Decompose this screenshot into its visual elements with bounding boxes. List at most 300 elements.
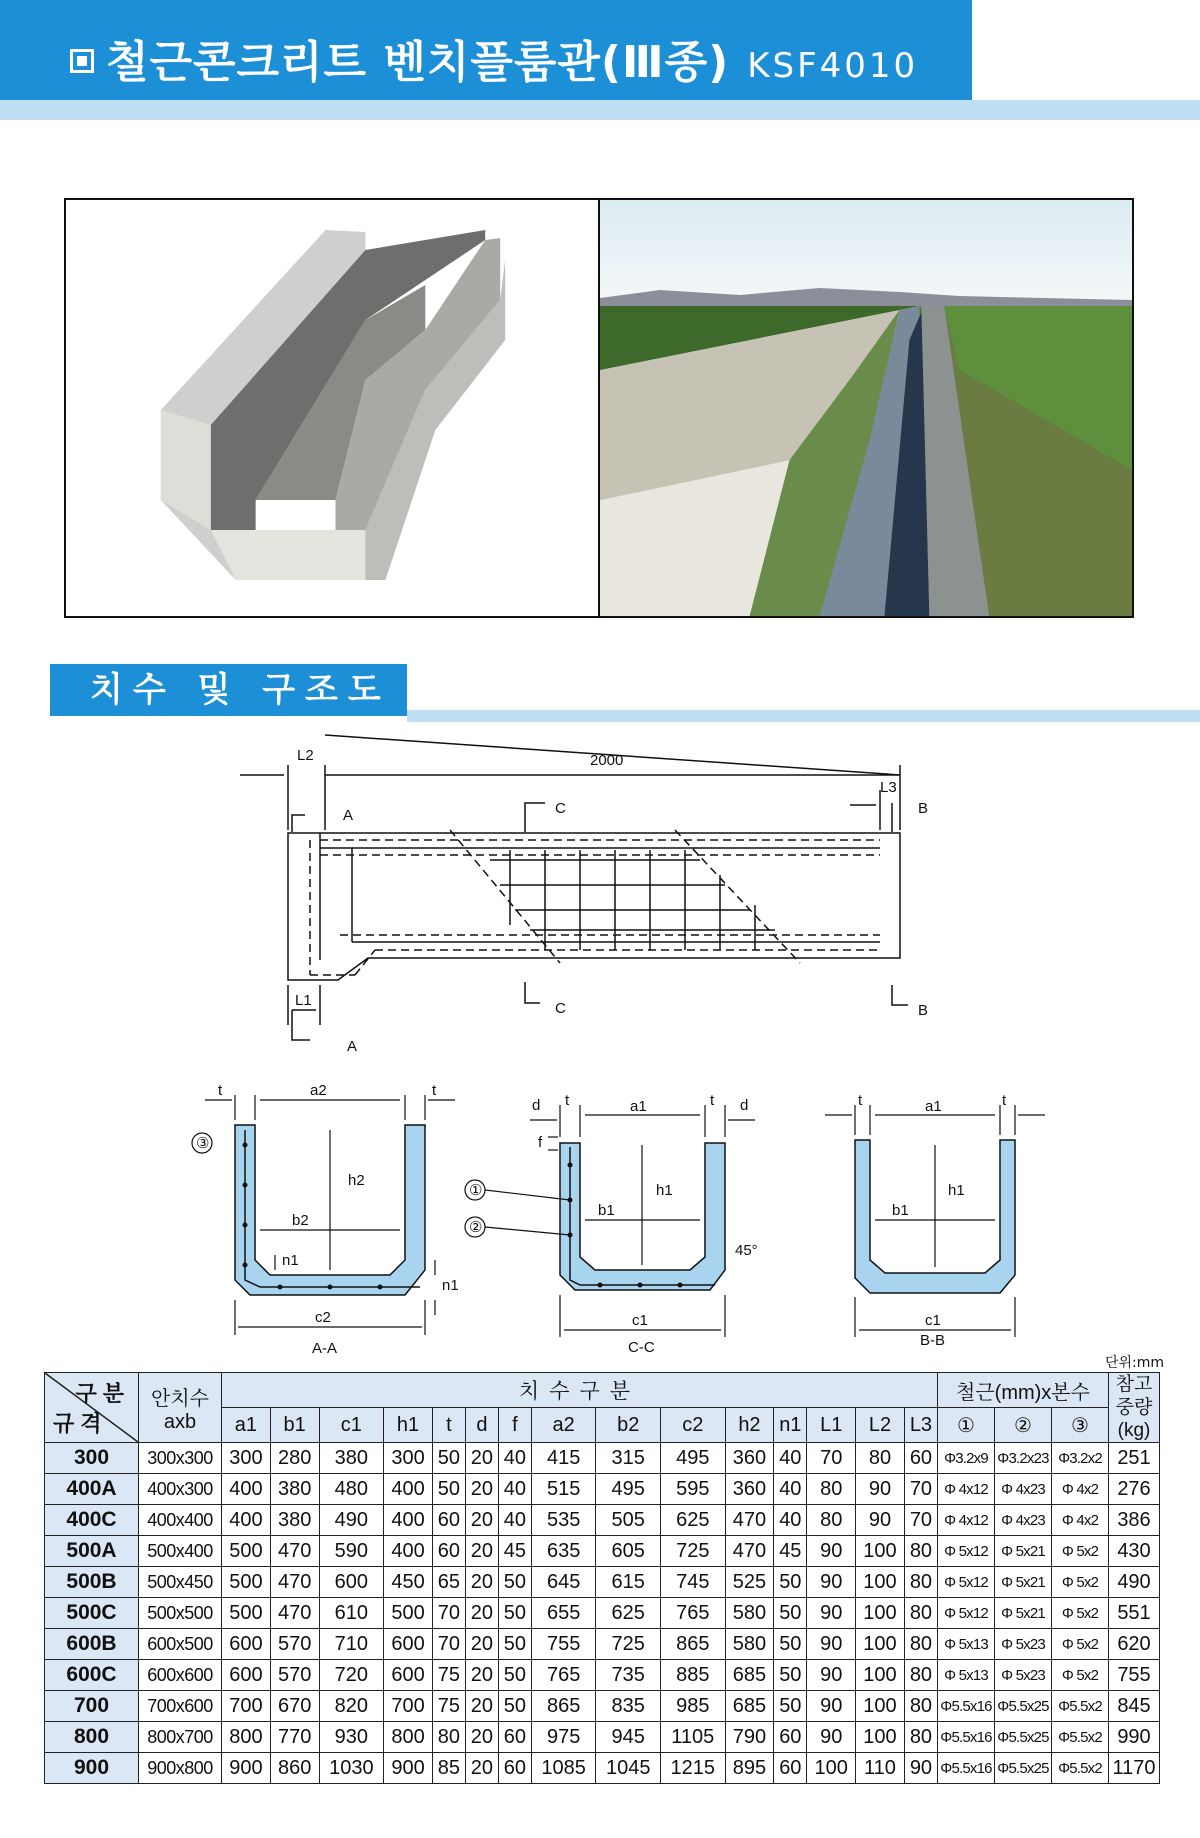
cell-h1: 900 — [384, 1753, 433, 1784]
cell-n1: 50 — [774, 1567, 807, 1598]
cell-l2: 90 — [856, 1474, 905, 1505]
table-corner — [45, 1373, 139, 1443]
cell-c1: 610 — [319, 1598, 384, 1629]
cell-rebar-3: Φ5.5x2 — [1052, 1753, 1109, 1784]
col-header-h2: h2 — [725, 1408, 774, 1443]
cell-c1: 820 — [319, 1691, 384, 1722]
cell-rebar-2: Φ 4x23 — [995, 1474, 1052, 1505]
cell-rebar-3: Φ 4x2 — [1052, 1474, 1109, 1505]
col-header-d: d — [465, 1408, 498, 1443]
cell-weight: 490 — [1109, 1567, 1160, 1598]
cell-l2: 100 — [856, 1691, 905, 1722]
cell-l3: 60 — [904, 1443, 937, 1474]
cell-l3: 80 — [904, 1722, 937, 1753]
cell-b1: 670 — [270, 1691, 319, 1722]
cell-a2: 1085 — [531, 1753, 596, 1784]
col-header-c1: c1 — [319, 1408, 384, 1443]
inner-dim-label: 안치수 — [151, 1387, 209, 1410]
col-header-f: f — [498, 1408, 531, 1443]
cell-b1: 470 — [270, 1598, 319, 1629]
cell-n1: 50 — [774, 1691, 807, 1722]
cell-h2: 580 — [725, 1629, 774, 1660]
label-l3: L3 — [880, 779, 897, 796]
cell-d: 20 — [465, 1505, 498, 1536]
cell-b1: 570 — [270, 1660, 319, 1691]
corner-bottom-label: 규격 — [53, 1411, 108, 1436]
cell-l3: 80 — [904, 1598, 937, 1629]
cell-n1: 45 — [774, 1536, 807, 1567]
aa-t-left: t — [218, 1082, 223, 1099]
mark-1: ① — [469, 1182, 483, 1199]
cell-h1: 600 — [384, 1629, 433, 1660]
table-row — [45, 1443, 1160, 1474]
cell-t: 75 — [432, 1691, 465, 1722]
title-main: 철근콘크리트 벤치플룸관(Ⅲ종) — [106, 37, 730, 88]
cell-a1: 900 — [222, 1753, 271, 1784]
cell-t: 75 — [432, 1660, 465, 1691]
cell-l1: 100 — [807, 1753, 856, 1784]
cc-h1: h1 — [656, 1182, 673, 1199]
row-spec-name: 600B — [45, 1629, 139, 1660]
cell-c2: 1215 — [660, 1753, 725, 1784]
cell-a1: 600 — [222, 1660, 271, 1691]
bb-t-right: t — [1002, 1092, 1007, 1109]
col-header-t: t — [432, 1408, 465, 1443]
cell-h2: 580 — [725, 1598, 774, 1629]
col-header-a2: a2 — [531, 1408, 596, 1443]
cell-d: 20 — [465, 1474, 498, 1505]
cell-h2: 895 — [725, 1753, 774, 1784]
cell-h2: 360 — [725, 1474, 774, 1505]
cell-h2: 685 — [725, 1691, 774, 1722]
cell-f: 40 — [498, 1474, 531, 1505]
cell-l3: 80 — [904, 1536, 937, 1567]
aa-n1-outer: n1 — [442, 1277, 459, 1294]
cell-n1: 50 — [774, 1629, 807, 1660]
cell-t: 60 — [432, 1536, 465, 1567]
cell-b1: 470 — [270, 1536, 319, 1567]
cell-f: 45 — [498, 1536, 531, 1567]
table-row — [45, 1660, 1160, 1691]
cell-weight: 386 — [1109, 1505, 1160, 1536]
cell-weight: 551 — [1109, 1598, 1160, 1629]
label-l1: L1 — [295, 992, 312, 1009]
cell-b1: 380 — [270, 1474, 319, 1505]
bb-b1: b1 — [892, 1202, 909, 1219]
cell-c1: 600 — [319, 1567, 384, 1598]
col-header-l1: L1 — [807, 1408, 856, 1443]
canal-illustration — [600, 200, 1132, 616]
length-label: 2000 — [590, 752, 624, 769]
cell-a1: 500 — [222, 1536, 271, 1567]
label-b-bottom: B — [918, 1002, 929, 1019]
table-row — [45, 1629, 1160, 1660]
cc-d-right: d — [740, 1097, 749, 1114]
rebar-col-header-2: ② — [995, 1408, 1052, 1443]
aa-c2: c2 — [315, 1309, 331, 1326]
cell-weight: 430 — [1109, 1536, 1160, 1567]
cell-c1: 1030 — [319, 1753, 384, 1784]
cell-n1: 50 — [774, 1660, 807, 1691]
cell-h2: 790 — [725, 1722, 774, 1753]
cc-t-left: t — [565, 1092, 570, 1109]
cell-l1: 70 — [807, 1443, 856, 1474]
row-spec-name: 500B — [45, 1567, 139, 1598]
cc-angle: 45° — [735, 1242, 758, 1259]
bb-caption: B-B — [920, 1332, 946, 1349]
row-spec-name: 500C — [45, 1598, 139, 1629]
cell-c2: 745 — [660, 1567, 725, 1598]
product-photos — [64, 198, 1134, 618]
row-inner-dim: 700x600 — [139, 1691, 222, 1722]
cell-l2: 100 — [856, 1598, 905, 1629]
cell-b2: 945 — [596, 1722, 661, 1753]
table-row — [45, 1474, 1160, 1505]
aa-a2: a2 — [310, 1082, 327, 1099]
cell-rebar-2: Φ5.5x25 — [995, 1722, 1052, 1753]
cell-t: 60 — [432, 1505, 465, 1536]
row-spec-name: 300 — [45, 1443, 139, 1474]
row-spec-name: 500A — [45, 1536, 139, 1567]
cell-d: 20 — [465, 1753, 498, 1784]
col-header-n1: n1 — [774, 1408, 807, 1443]
row-spec-name: 600C — [45, 1660, 139, 1691]
cell-l2: 90 — [856, 1505, 905, 1536]
cell-b1: 570 — [270, 1629, 319, 1660]
cell-a1: 300 — [222, 1443, 271, 1474]
cell-weight: 251 — [1109, 1443, 1160, 1474]
cell-b2: 605 — [596, 1536, 661, 1567]
standard-code: KSF4010 — [747, 46, 919, 86]
label-c-bottom: C — [555, 1000, 566, 1017]
cell-rebar-1: Φ 5x12 — [938, 1536, 995, 1567]
aa-b2: b2 — [292, 1212, 309, 1229]
cell-b2: 835 — [596, 1691, 661, 1722]
table-row — [45, 1536, 1160, 1567]
cell-h1: 400 — [384, 1474, 433, 1505]
cell-rebar-2: Φ3.2x23 — [995, 1443, 1052, 1474]
cell-rebar-2: Φ 5x21 — [995, 1598, 1052, 1629]
cc-b1: b1 — [598, 1202, 615, 1219]
cell-rebar-3: Φ5.5x2 — [1052, 1722, 1109, 1753]
cell-a1: 600 — [222, 1629, 271, 1660]
cell-h1: 450 — [384, 1567, 433, 1598]
cell-c2: 725 — [660, 1536, 725, 1567]
bullet-square-icon — [70, 49, 94, 73]
cell-t: 70 — [432, 1598, 465, 1629]
table-row — [45, 1567, 1160, 1598]
row-spec-name: 400A — [45, 1474, 139, 1505]
cell-b1: 770 — [270, 1722, 319, 1753]
col-header-l3: L3 — [904, 1408, 937, 1443]
cell-t: 50 — [432, 1443, 465, 1474]
cell-b2: 725 — [596, 1629, 661, 1660]
table-row — [45, 1691, 1160, 1722]
inner-dim-sub: axb — [163, 1410, 197, 1433]
bb-h1: h1 — [948, 1182, 965, 1199]
cell-rebar-3: Φ 5x2 — [1052, 1629, 1109, 1660]
cell-f: 50 — [498, 1691, 531, 1722]
bb-a1: a1 — [925, 1098, 942, 1115]
cell-rebar-2: Φ5.5x25 — [995, 1691, 1052, 1722]
cell-c2: 595 — [660, 1474, 725, 1505]
cell-b1: 860 — [270, 1753, 319, 1784]
cell-h1: 500 — [384, 1598, 433, 1629]
inner-dim-header — [139, 1373, 222, 1443]
rebar-col-header-3: ③ — [1052, 1408, 1109, 1443]
cell-l1: 80 — [807, 1474, 856, 1505]
col-header-a1: a1 — [222, 1408, 271, 1443]
cell-rebar-1: Φ 4x12 — [938, 1505, 995, 1536]
cell-c1: 490 — [319, 1505, 384, 1536]
cell-h1: 800 — [384, 1722, 433, 1753]
cell-l3: 70 — [904, 1474, 937, 1505]
row-inner-dim: 300x300 — [139, 1443, 222, 1474]
col-header-l2: L2 — [856, 1408, 905, 1443]
mark-3: ③ — [196, 1135, 210, 1152]
cell-f: 40 — [498, 1443, 531, 1474]
cell-h1: 400 — [384, 1536, 433, 1567]
cell-weight: 755 — [1109, 1660, 1160, 1691]
row-inner-dim: 500x400 — [139, 1536, 222, 1567]
cell-n1: 60 — [774, 1753, 807, 1784]
cell-l3: 80 — [904, 1629, 937, 1660]
label-l2: L2 — [297, 747, 314, 764]
bb-c1: c1 — [925, 1312, 941, 1329]
cell-rebar-3: Φ5.5x2 — [1052, 1691, 1109, 1722]
cc-d-left: d — [532, 1097, 541, 1114]
elevation-diagram — [180, 735, 940, 1065]
row-spec-name: 900 — [45, 1753, 139, 1784]
row-spec-name: 700 — [45, 1691, 139, 1722]
cell-h2: 470 — [725, 1536, 774, 1567]
cell-c2: 1105 — [660, 1722, 725, 1753]
cell-l1: 90 — [807, 1660, 856, 1691]
cell-rebar-2: Φ 4x23 — [995, 1505, 1052, 1536]
col-header-b2: b2 — [596, 1408, 661, 1443]
cell-weight: 620 — [1109, 1629, 1160, 1660]
cell-c1: 480 — [319, 1474, 384, 1505]
cell-n1: 40 — [774, 1505, 807, 1536]
cell-rebar-3: Φ 4x2 — [1052, 1505, 1109, 1536]
aa-n1-inner: n1 — [282, 1252, 299, 1269]
cell-c2: 625 — [660, 1505, 725, 1536]
cell-weight: 1170 — [1109, 1753, 1160, 1784]
label-b-top: B — [918, 800, 929, 817]
cell-l3: 80 — [904, 1567, 937, 1598]
cell-l1: 90 — [807, 1691, 856, 1722]
cell-rebar-1: Φ 5x12 — [938, 1567, 995, 1598]
cell-c1: 710 — [319, 1629, 384, 1660]
cell-l3: 80 — [904, 1660, 937, 1691]
cell-rebar-3: Φ 5x2 — [1052, 1660, 1109, 1691]
cell-a2: 655 — [531, 1598, 596, 1629]
row-inner-dim: 500x450 — [139, 1567, 222, 1598]
col-header-h1: h1 — [384, 1408, 433, 1443]
label-a-bottom: A — [347, 1038, 358, 1055]
cell-h1: 600 — [384, 1660, 433, 1691]
cell-t: 85 — [432, 1753, 465, 1784]
cell-a2: 975 — [531, 1722, 596, 1753]
cell-f: 60 — [498, 1722, 531, 1753]
corner-top-label: 구분 — [75, 1381, 130, 1406]
dims-group-header: 치수구분 — [222, 1373, 938, 1408]
cell-t: 65 — [432, 1567, 465, 1598]
cell-l2: 100 — [856, 1722, 905, 1753]
cell-rebar-3: Φ 5x2 — [1052, 1536, 1109, 1567]
page-title — [70, 26, 918, 90]
cell-rebar-1: Φ 5x13 — [938, 1660, 995, 1691]
cell-weight: 845 — [1109, 1691, 1160, 1722]
cc-f: f — [538, 1134, 543, 1151]
cell-l2: 80 — [856, 1443, 905, 1474]
cell-rebar-1: Φ 4x12 — [938, 1474, 995, 1505]
cell-h2: 685 — [725, 1660, 774, 1691]
weight-header: 참고중량(kg) — [1109, 1373, 1160, 1443]
cell-b2: 735 — [596, 1660, 661, 1691]
cell-c1: 380 — [319, 1443, 384, 1474]
cell-a2: 535 — [531, 1505, 596, 1536]
cell-rebar-2: Φ 5x21 — [995, 1536, 1052, 1567]
table-row — [45, 1753, 1160, 1784]
aa-caption: A-A — [312, 1340, 338, 1357]
cell-rebar-3: Φ3.2x2 — [1052, 1443, 1109, 1474]
cell-a1: 500 — [222, 1567, 271, 1598]
cell-rebar-2: Φ 5x21 — [995, 1567, 1052, 1598]
cell-d: 20 — [465, 1443, 498, 1474]
spec-table — [44, 1372, 1160, 1784]
row-inner-dim: 600x600 — [139, 1660, 222, 1691]
row-inner-dim: 400x400 — [139, 1505, 222, 1536]
cell-c2: 765 — [660, 1598, 725, 1629]
cell-a1: 800 — [222, 1722, 271, 1753]
cross-sections — [180, 1075, 1060, 1357]
section-aa — [192, 1082, 459, 1357]
cc-a1: a1 — [630, 1098, 647, 1115]
aa-h2: h2 — [348, 1172, 365, 1189]
cell-l1: 90 — [807, 1567, 856, 1598]
cell-l1: 90 — [807, 1598, 856, 1629]
row-inner-dim: 900x800 — [139, 1753, 222, 1784]
cell-f: 50 — [498, 1629, 531, 1660]
cell-c2: 985 — [660, 1691, 725, 1722]
cell-weight: 276 — [1109, 1474, 1160, 1505]
cell-d: 20 — [465, 1660, 498, 1691]
cell-rebar-2: Φ5.5x25 — [995, 1753, 1052, 1784]
cell-rebar-1: Φ5.5x16 — [938, 1753, 995, 1784]
cell-d: 20 — [465, 1567, 498, 1598]
cell-f: 50 — [498, 1598, 531, 1629]
cell-l2: 100 — [856, 1629, 905, 1660]
cell-l1: 90 — [807, 1629, 856, 1660]
spec-body — [45, 1443, 1160, 1784]
cell-d: 20 — [465, 1536, 498, 1567]
cell-d: 20 — [465, 1629, 498, 1660]
table-row — [45, 1722, 1160, 1753]
rebar-dashed — [310, 830, 880, 975]
cell-b2: 625 — [596, 1598, 661, 1629]
rebar-group-header: 철근(mm)x본수 — [938, 1373, 1109, 1408]
flume-product-photo — [66, 200, 598, 616]
cell-h1: 300 — [384, 1443, 433, 1474]
cell-t: 70 — [432, 1629, 465, 1660]
table-row — [45, 1598, 1160, 1629]
cell-rebar-1: Φ 5x13 — [938, 1629, 995, 1660]
row-spec-name: 400C — [45, 1505, 139, 1536]
cell-l1: 90 — [807, 1536, 856, 1567]
cell-b2: 1045 — [596, 1753, 661, 1784]
cell-b2: 505 — [596, 1505, 661, 1536]
cell-c2: 865 — [660, 1629, 725, 1660]
cell-d: 20 — [465, 1691, 498, 1722]
cell-a1: 700 — [222, 1691, 271, 1722]
rebar-col-header-1: ① — [938, 1408, 995, 1443]
cell-rebar-2: Φ 5x23 — [995, 1629, 1052, 1660]
cell-f: 50 — [498, 1660, 531, 1691]
cell-l1: 80 — [807, 1505, 856, 1536]
aa-t-right: t — [432, 1082, 437, 1099]
cell-h2: 525 — [725, 1567, 774, 1598]
cell-l3: 80 — [904, 1691, 937, 1722]
cell-d: 20 — [465, 1598, 498, 1629]
cell-rebar-3: Φ 5x2 — [1052, 1598, 1109, 1629]
row-inner-dim: 400x300 — [139, 1474, 222, 1505]
cell-a2: 645 — [531, 1567, 596, 1598]
cell-f: 60 — [498, 1753, 531, 1784]
cell-h1: 400 — [384, 1505, 433, 1536]
section-title: 치수 및 구조도 — [50, 664, 407, 716]
cell-l2: 100 — [856, 1660, 905, 1691]
cell-h2: 360 — [725, 1443, 774, 1474]
cell-l2: 100 — [856, 1536, 905, 1567]
cell-t: 80 — [432, 1722, 465, 1753]
cell-h1: 700 — [384, 1691, 433, 1722]
cell-rebar-1: Φ5.5x16 — [938, 1722, 995, 1753]
cell-b1: 470 — [270, 1567, 319, 1598]
cell-a2: 415 — [531, 1443, 596, 1474]
cell-f: 50 — [498, 1567, 531, 1598]
cc-caption: C-C — [628, 1339, 655, 1356]
cell-n1: 40 — [774, 1443, 807, 1474]
cell-a1: 400 — [222, 1505, 271, 1536]
cell-a1: 500 — [222, 1598, 271, 1629]
cell-f: 40 — [498, 1505, 531, 1536]
table-row — [45, 1505, 1160, 1536]
cell-d: 20 — [465, 1722, 498, 1753]
cell-rebar-1: Φ3.2x9 — [938, 1443, 995, 1474]
row-spec-name: 800 — [45, 1722, 139, 1753]
cell-c2: 495 — [660, 1443, 725, 1474]
cell-a2: 635 — [531, 1536, 596, 1567]
section-stripe — [407, 710, 1200, 722]
cell-t: 50 — [432, 1474, 465, 1505]
col-header-b1: b1 — [270, 1408, 319, 1443]
cell-b1: 380 — [270, 1505, 319, 1536]
cell-l3: 90 — [904, 1753, 937, 1784]
row-inner-dim: 500x500 — [139, 1598, 222, 1629]
flume-illustration — [66, 200, 598, 616]
cell-c1: 720 — [319, 1660, 384, 1691]
cell-c2: 885 — [660, 1660, 725, 1691]
section-cc — [465, 1092, 758, 1356]
cc-c1: c1 — [632, 1312, 648, 1329]
label-a-top: A — [343, 807, 354, 824]
cell-c1: 930 — [319, 1722, 384, 1753]
cell-l1: 90 — [807, 1722, 856, 1753]
unit-label: 단위:mm — [1104, 1355, 1164, 1371]
title-stripe — [0, 100, 1200, 120]
cell-b2: 315 — [596, 1443, 661, 1474]
